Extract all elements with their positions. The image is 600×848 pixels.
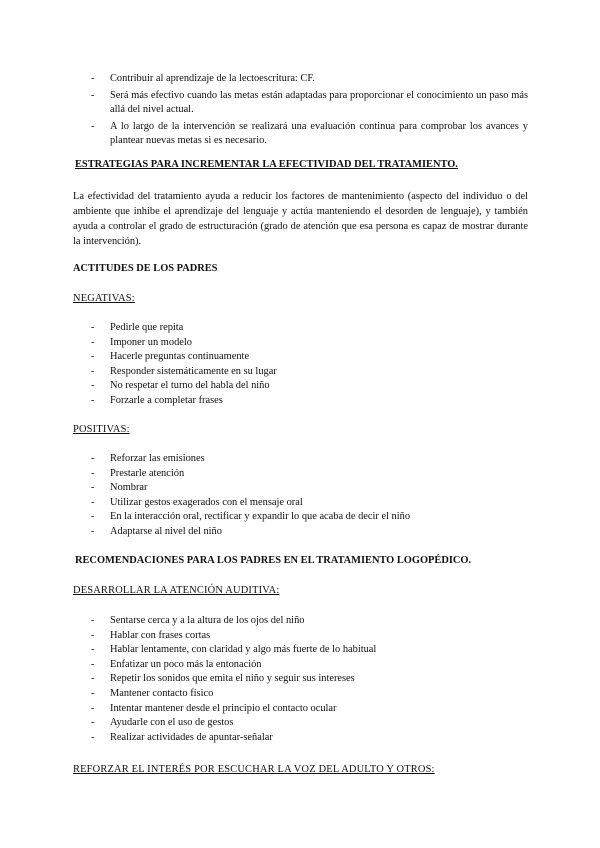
- voice-interest-label: REFORZAR EL INTERÉS POR ESCUCHAR LA VOZ DEL ADULTO Y OTROS:: [73, 764, 435, 775]
- strategies-heading: ESTRATEGIAS PARA INCREMENTAR LA EFECTIVIDAD DEL TRATAMIENTO.: [75, 159, 458, 170]
- negative-list: [0, 321, 528, 409]
- list-item: - Enfatizar un poco más la entonación: [91, 658, 262, 670]
- recommendations-heading: RECOMENDACIONES PARA LOS PADRES EN EL TRATAMIENTO LOGOPÉDICO.: [75, 555, 472, 566]
- list-item: - Realizar actividades de apuntar-señalar: [91, 731, 273, 743]
- negative-label: NEGATIVAS:: [73, 293, 135, 304]
- intro-list: [0, 72, 528, 149]
- list-item: - En la interacción oral, rectificar y expandir lo que acaba de decir el niño: [91, 511, 411, 523]
- positive-label: POSITIVAS:: [73, 424, 130, 435]
- list-item: - A lo largo de la intervención se realizará una evaluación continua para comprobar los avances y plantear nuevas metas si es necesario.: [91, 120, 528, 147]
- list-item: - Intentar mantener desde el principio el contacto ocular: [91, 702, 337, 714]
- list-item: - Hablar lentamente, con claridad y algo más fuerte de lo habitual: [91, 644, 377, 656]
- list-item: - Prestarle atención: [91, 467, 185, 479]
- list-item: - Forzarle a completar frases: [91, 394, 223, 406]
- list-item: - Hacerle preguntas continuamente: [91, 351, 250, 363]
- list-item: - Sentarse cerca y a la altura de los ojos del niño: [91, 615, 305, 626]
- auditory-list: [0, 614, 528, 745]
- list-item: - Adaptarse al nivel del niño: [91, 525, 222, 537]
- list-item: - Imponer un modelo: [91, 336, 192, 348]
- auditory-label: DESARROLLAR LA ATENCIÓN AUDITIVA:: [73, 585, 280, 596]
- list-item: - Reforzar las emisiones: [91, 453, 205, 464]
- attitudes-heading: ACTITUDES DE LOS PADRES: [73, 263, 218, 274]
- list-item: - Utilizar gestos exagerados con el mensaje oral: [91, 496, 303, 508]
- list-item: - Repetir los sonidos que emita el niño y seguir sus intereses: [91, 673, 355, 685]
- list-item: - Mantener contacto físico: [91, 687, 214, 699]
- list-item: - Será más efectivo cuando las metas están adaptadas para proporcionar el conocimiento un paso más allá del nivel actual.: [91, 89, 528, 116]
- positive-list: [0, 452, 528, 540]
- strategies-paragraph: La efectividad del tratamiento ayuda a reducir los factores de mantenimiento (aspecto del individuo o del ambiente que inhibe el aprendizaje del lenguaje y actúa manteniendo el desorden de lenguaje), y también ayuda a controlar el grado de estructuración (grado de atención que esa persona es capaz de mostrar durante la intervención).: [73, 191, 528, 247]
- list-item: - Hablar con frases cortas: [91, 629, 211, 641]
- list-item: - Ayudarle con el uso de gestos: [91, 717, 234, 729]
- list-item: - No respetar el turno del habla del niño: [91, 380, 270, 392]
- list-item: - Nombrar: [91, 482, 148, 494]
- list-item: - Contribuir al aprendizaje de la lectoescritura: CF.: [91, 73, 315, 84]
- list-item: - Responder sistemáticamente en su lugar: [91, 365, 277, 377]
- list-item: - Pedirle que repita: [91, 322, 184, 333]
